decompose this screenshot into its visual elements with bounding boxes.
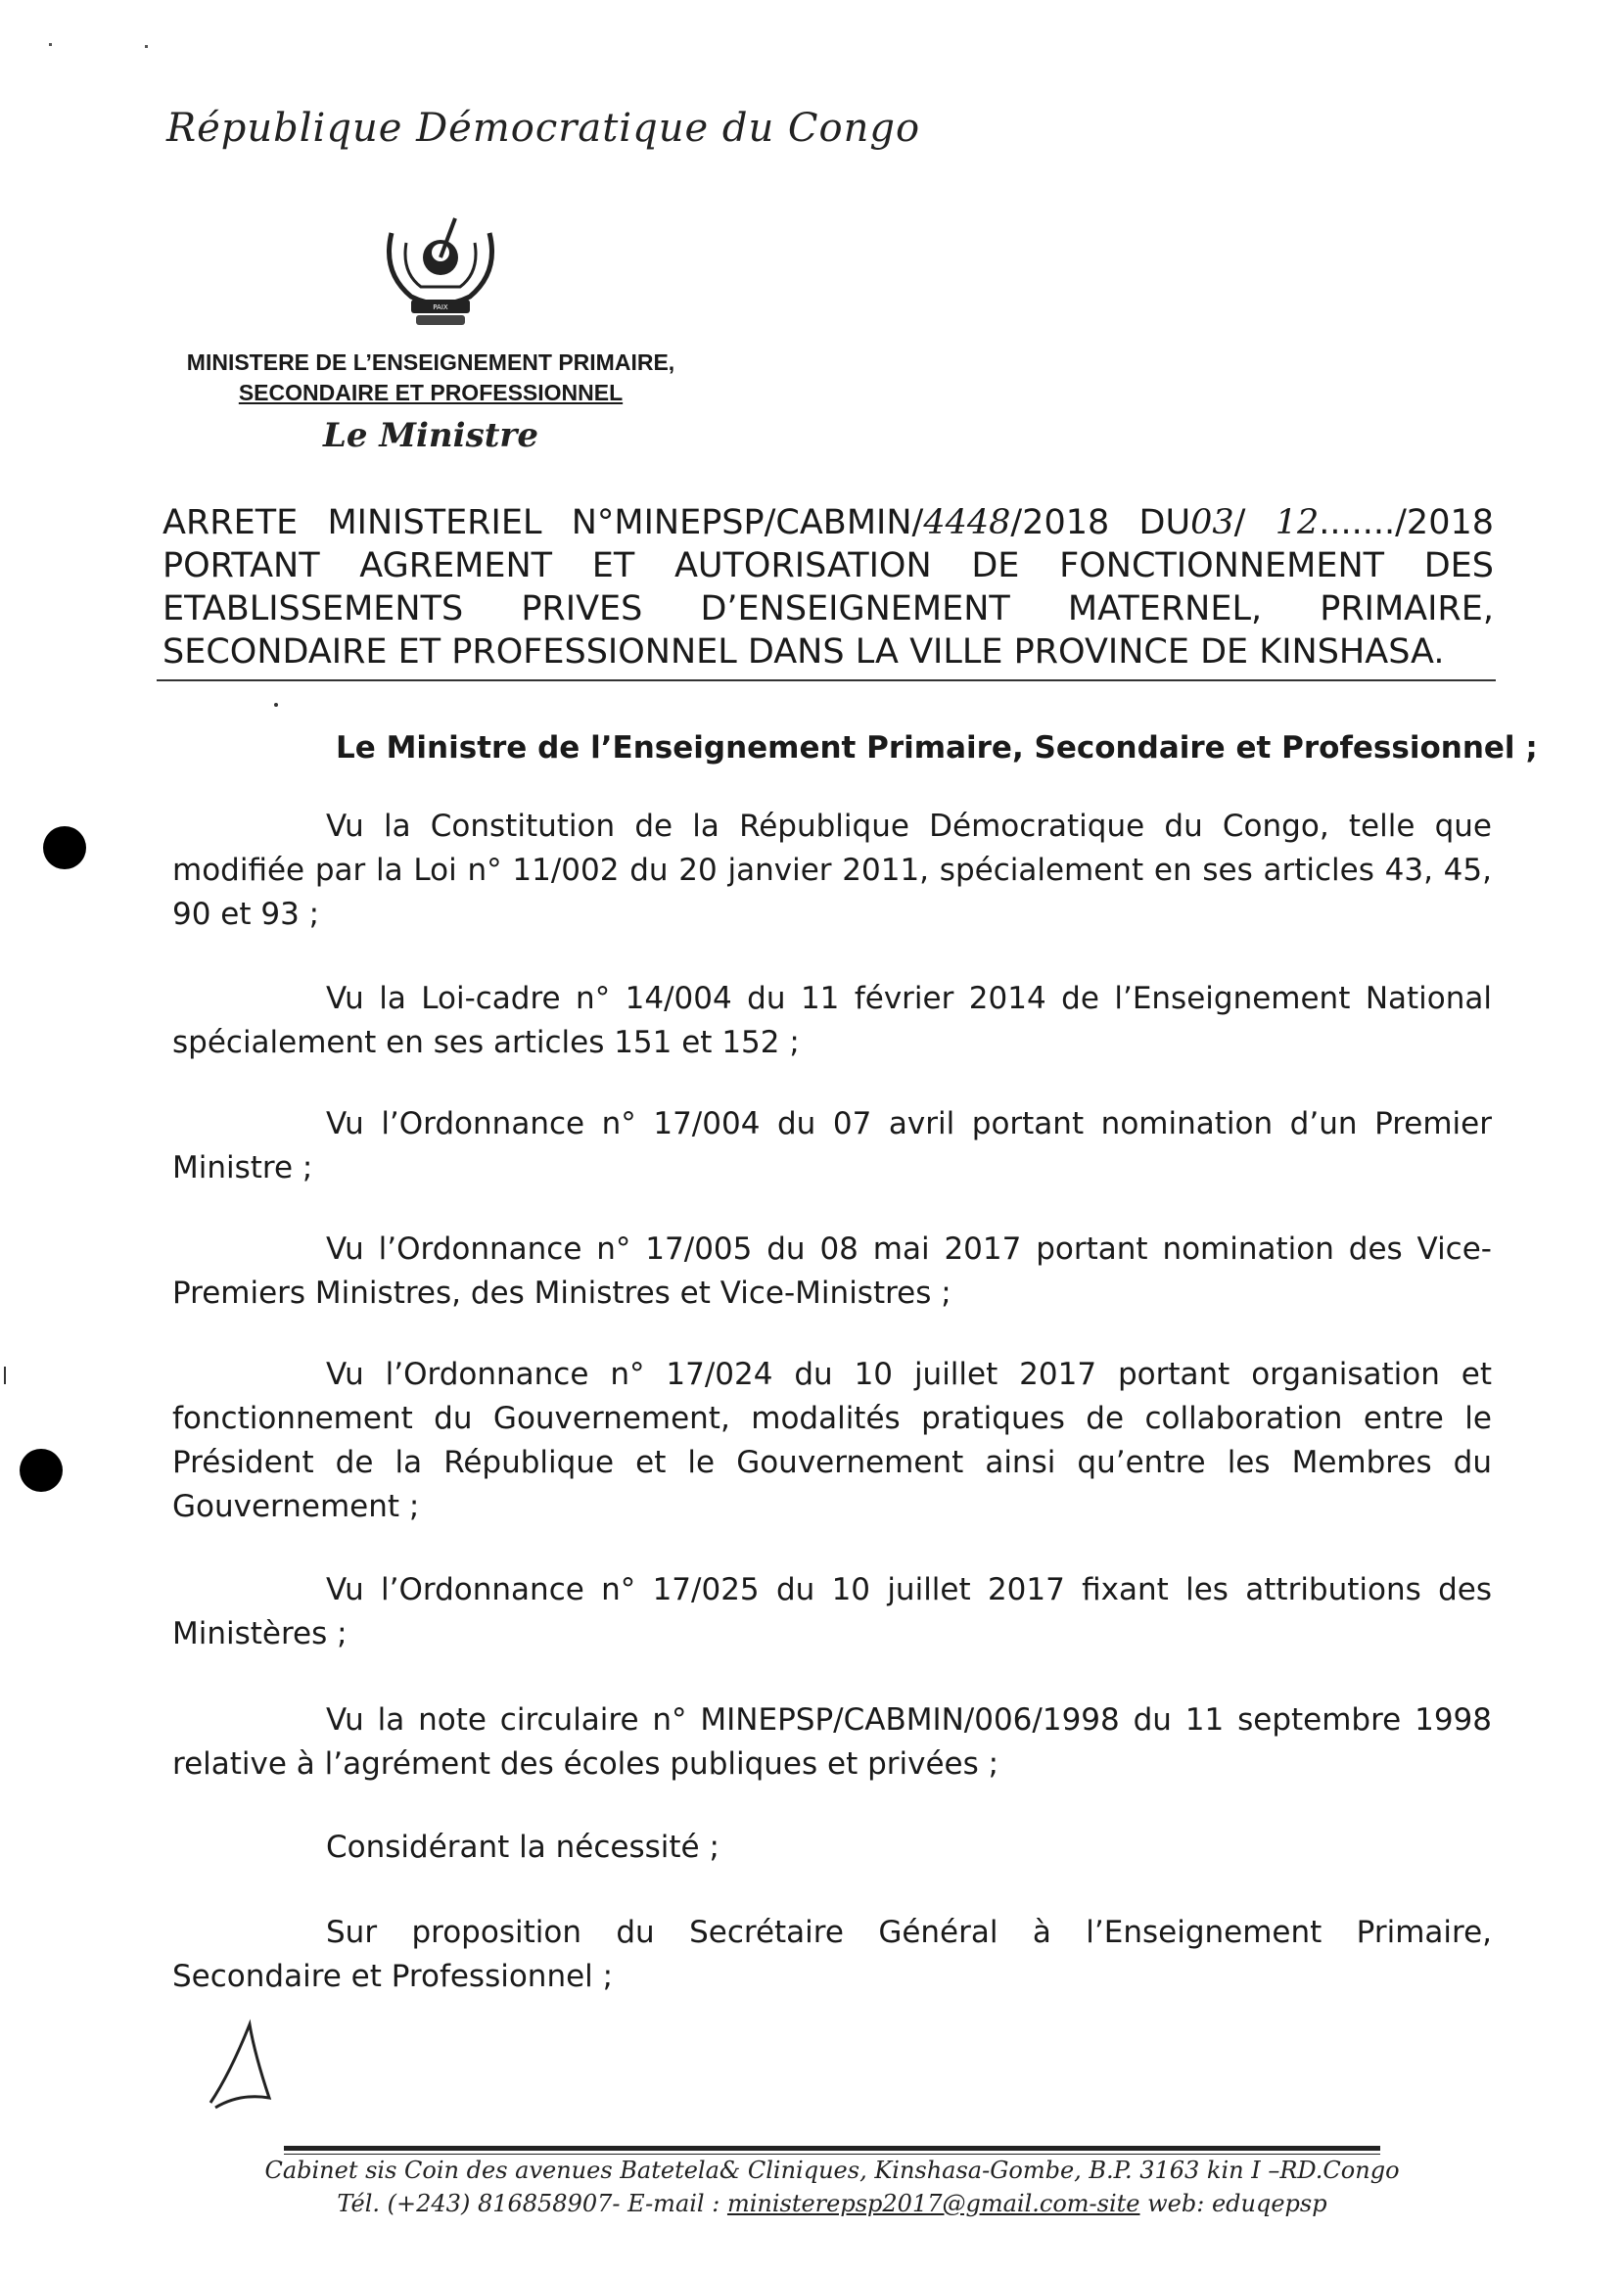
minister-title: Le Ministre <box>323 416 538 455</box>
arrete-line-3: ETABLISSEMENTS PRIVES D’ENSEIGNEMENT MATERNEL, PRIMAIRE, <box>162 589 1494 628</box>
coat-of-arms-emblem <box>372 213 509 331</box>
paragraph-constitution <box>172 805 1492 937</box>
ministry-name <box>176 348 685 408</box>
footer-email-link[interactable]: ministerepsp2017@gmail.com-site <box>726 2190 1140 2217</box>
arrete-handwritten-number: 4448 <box>923 503 1011 542</box>
ministry-line-2: SECONDAIRE ET PROFESSIONNEL <box>238 380 624 405</box>
paragraph-considerant <box>172 1826 1492 1870</box>
arrete-prefix: ARRETE MINISTERIEL N°MINEPSP/CABMIN/ <box>162 503 924 542</box>
scan-speck <box>274 703 278 707</box>
paragraph-ordonnance-17-005 <box>172 1228 1492 1316</box>
arrete-heading <box>162 501 1494 674</box>
punch-hole <box>20 1449 63 1492</box>
arrete-suffix: ......./2018 <box>1319 503 1494 542</box>
handwritten-initial <box>201 2015 289 2113</box>
ministry-line-1: MINISTERE DE L’ENSEIGNEMENT PRIMAIRE, <box>186 349 675 375</box>
paragraph-text: Vu l’Ordonnance n° 17/024 du 10 juillet 2017 portant organisation et fonctionnement du Gouvernement, modalités pratiques de collaboration entre le Président de la République et le Gouvernement ainsi qu’entre les Membres du Gouvernement ; <box>172 1357 1492 1524</box>
paragraph-text: Vu l’Ordonnance n° 17/004 du 07 avril portant nomination d’un Premier Ministre ; <box>172 1106 1492 1185</box>
paragraph-text: Vu l’Ordonnance n° 17/025 du 10 juillet 2017 fixant les attributions des Ministères ; <box>172 1572 1492 1651</box>
footer-rule <box>284 2146 1380 2151</box>
arrete-line-1 <box>162 501 1494 544</box>
paragraph-text: Vu la note circulaire n° MINEPSP/CABMIN/006/1998 du 11 septembre 1998 relative à l’agrément des écoles publiques et privées ; <box>172 1702 1492 1782</box>
heading-underline <box>157 679 1496 681</box>
paragraph-ordonnance-17-025 <box>172 1568 1492 1656</box>
paragraph-text: Vu l’Ordonnance n° 17/005 du 08 mai 2017 portant nomination des Vice-Premiers Ministres, des Ministres et Vice-Ministres ; <box>172 1231 1492 1311</box>
arrete-handwritten-month: 12 <box>1275 503 1320 542</box>
scan-speck <box>145 45 148 48</box>
minister-title-line: Le Ministre de l’Enseignement Primaire, Secondaire et Professionnel ; <box>336 730 1538 766</box>
scan-speck <box>49 43 52 46</box>
footer-web: web: eduqepsp <box>1139 2190 1327 2217</box>
paragraph-ordonnance-17-004 <box>172 1102 1492 1190</box>
footer-rule-thin <box>284 2154 1380 2155</box>
punch-hole <box>43 826 86 869</box>
paragraph-loi-cadre <box>172 977 1492 1065</box>
paragraph-note-circulaire <box>172 1698 1492 1787</box>
paragraph-text: Considérant la nécessité ; <box>326 1830 719 1865</box>
paragraph-text: Vu la Constitution de la République Démocratique du Congo, telle que modifiée par la Loi n° 11/002 du 20 janvier 2011, spécialement en ses articles 43, 45, 90 et 93 ; <box>172 809 1492 932</box>
arrete-line-2: PORTANT AGREMENT ET AUTORISATION DE FONCTIONNEMENT DES <box>162 546 1494 585</box>
arrete-handwritten-day: 03 <box>1190 503 1234 542</box>
republic-heading: République Démocratique du Congo <box>166 106 921 151</box>
footer-phone: Tél. (+243) 816858907- E-mail : <box>337 2190 727 2217</box>
svg-text:PAIX: PAIX <box>433 303 448 311</box>
footer-contact <box>196 2190 1468 2217</box>
arrete-sep: / <box>1233 503 1276 542</box>
footer-address: Cabinet sis Coin des avenues Batetela& Cliniques, Kinshasa-Gombe, B.P. 3163 kin I –RD.Congo <box>264 2157 1400 2184</box>
paragraph-text: Vu la Loi-cadre n° 14/004 du 11 février 2014 de l’Enseignement National spécialement en ses articles 151 et 152 ; <box>172 981 1492 1060</box>
paragraph-text: Sur proposition du Secrétaire Général à l’Enseignement Primaire, Secondaire et Professionnel ; <box>172 1915 1492 1994</box>
scan-mark <box>4 1367 6 1384</box>
arrete-mid: /2018 DU <box>1010 503 1191 542</box>
paragraph-sur-proposition <box>172 1911 1492 1999</box>
arrete-line-4: SECONDAIRE ET PROFESSIONNEL DANS LA VILLE PROVINCE DE KINSHASA. <box>162 632 1445 672</box>
paragraph-ordonnance-17-024 <box>172 1353 1492 1529</box>
